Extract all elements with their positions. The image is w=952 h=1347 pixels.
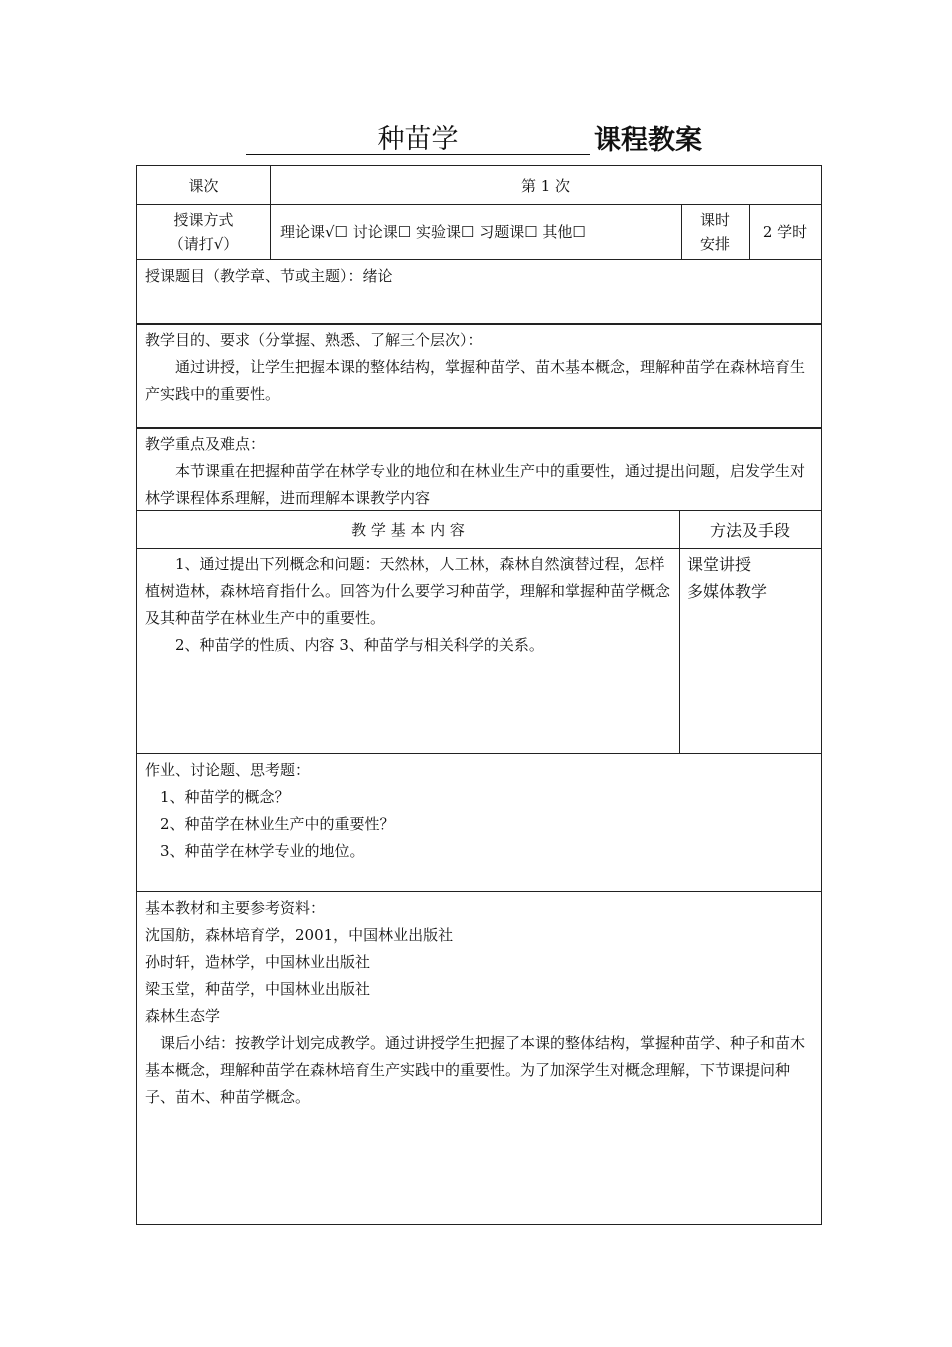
class-hours-value: 2 学时 <box>762 223 808 241</box>
key-points <box>137 431 821 512</box>
title-suffix: 课程教案 <box>594 125 702 156</box>
document-title <box>244 122 724 162</box>
reference-item: 孙时轩，造林学，中国林业出版社 <box>145 953 371 971</box>
lesson-number-value: 第 1 次 <box>520 176 571 195</box>
method-item: 多媒体教学 <box>687 582 768 601</box>
lesson-number-label: 课次 <box>188 176 219 195</box>
reference-item: 沈国舫，森林培育学，2001，中国林业出版社 <box>145 926 454 944</box>
homework <box>137 757 821 865</box>
reference-item: 森林生态学 <box>145 1007 221 1025</box>
objectives-heading: 教学目的、要求（分掌握、熟悉、了解三个层次）： <box>145 331 483 349</box>
course-name: 种苗学 <box>246 122 590 155</box>
row-divider <box>137 891 821 892</box>
lesson-topic: 授课题目（教学章、节或主题）：绪论 <box>145 267 393 285</box>
class-hours-label-line2: 安排 <box>699 234 730 253</box>
row-divider <box>137 753 821 754</box>
lesson-summary: 课后小结：按教学计划完成教学。通过讲授学生把握了本课的整体结构，掌握种苗学、种子和苗木基本概念，理解种苗学在森林培育生产实践中的重要性。为了加深学生对概念理解，下节课提问种子、苗木、种苗学概念。 <box>145 1034 806 1106</box>
teaching-mode-options: 理论课√☐ 讨论课☐ 实验课☐ 习题课☐ 其他☐ <box>280 223 586 241</box>
method-header: 方法及手段 <box>709 520 790 540</box>
teaching-mode-label <box>137 204 270 259</box>
content-header: 教 学 基 本 内 容 <box>351 520 465 539</box>
teaching-mode-label-line1: 授课方式 <box>173 210 234 229</box>
homework-item: 1、种苗学的概念？ <box>160 788 290 806</box>
references-heading: 基本教材和主要参考资料： <box>145 899 326 917</box>
objectives-body: 通过讲授，让学生把握本课的整体结构，掌握种苗学、苗木基本概念，理解种苗学在森林培育生产实践中的重要性。 <box>145 358 806 403</box>
teaching-mode-label-line2: （请打√） <box>168 234 239 253</box>
reference-item: 梁玉堂，种苗学，中国林业出版社 <box>145 980 371 998</box>
row-divider <box>137 323 821 325</box>
keypoints-heading: 教学重点及难点： <box>145 435 266 453</box>
references <box>137 895 821 1111</box>
lesson-plan-table <box>136 165 822 1225</box>
row-divider <box>137 548 821 549</box>
row-divider <box>137 427 821 429</box>
class-hours-label <box>681 204 749 259</box>
keypoints-body: 本节课重在把握种苗学在林学专业的地位和在林业生产中的重要性，通过提出问题，启发学生对林学课程体系理解，进而理解本课教学内容 <box>145 462 806 507</box>
teaching-methods <box>679 551 821 605</box>
teaching-content <box>137 551 679 659</box>
homework-item: 2、种苗学在林业生产中的重要性？ <box>160 815 395 833</box>
homework-heading: 作业、讨论题、思考题： <box>145 761 311 779</box>
content-paragraph: 2、种苗学的性质、内容 3、种苗学与相关科学的关系。 <box>175 636 544 654</box>
class-hours-label-line1: 课时 <box>699 210 730 229</box>
homework-item: 3、种苗学在林学专业的地位。 <box>160 842 365 860</box>
content-paragraph: 1、通过提出下列概念和问题：天然林，人工林，森林自然演替过程，怎样植树造林，森林培育指什么。回答为什么要学习种苗学，理解和掌握种苗学概念及其种苗学在林业生产中的重要性。 <box>145 555 671 627</box>
method-item: 课堂讲授 <box>687 555 752 574</box>
teaching-objectives <box>137 327 821 408</box>
row-divider <box>137 259 821 260</box>
